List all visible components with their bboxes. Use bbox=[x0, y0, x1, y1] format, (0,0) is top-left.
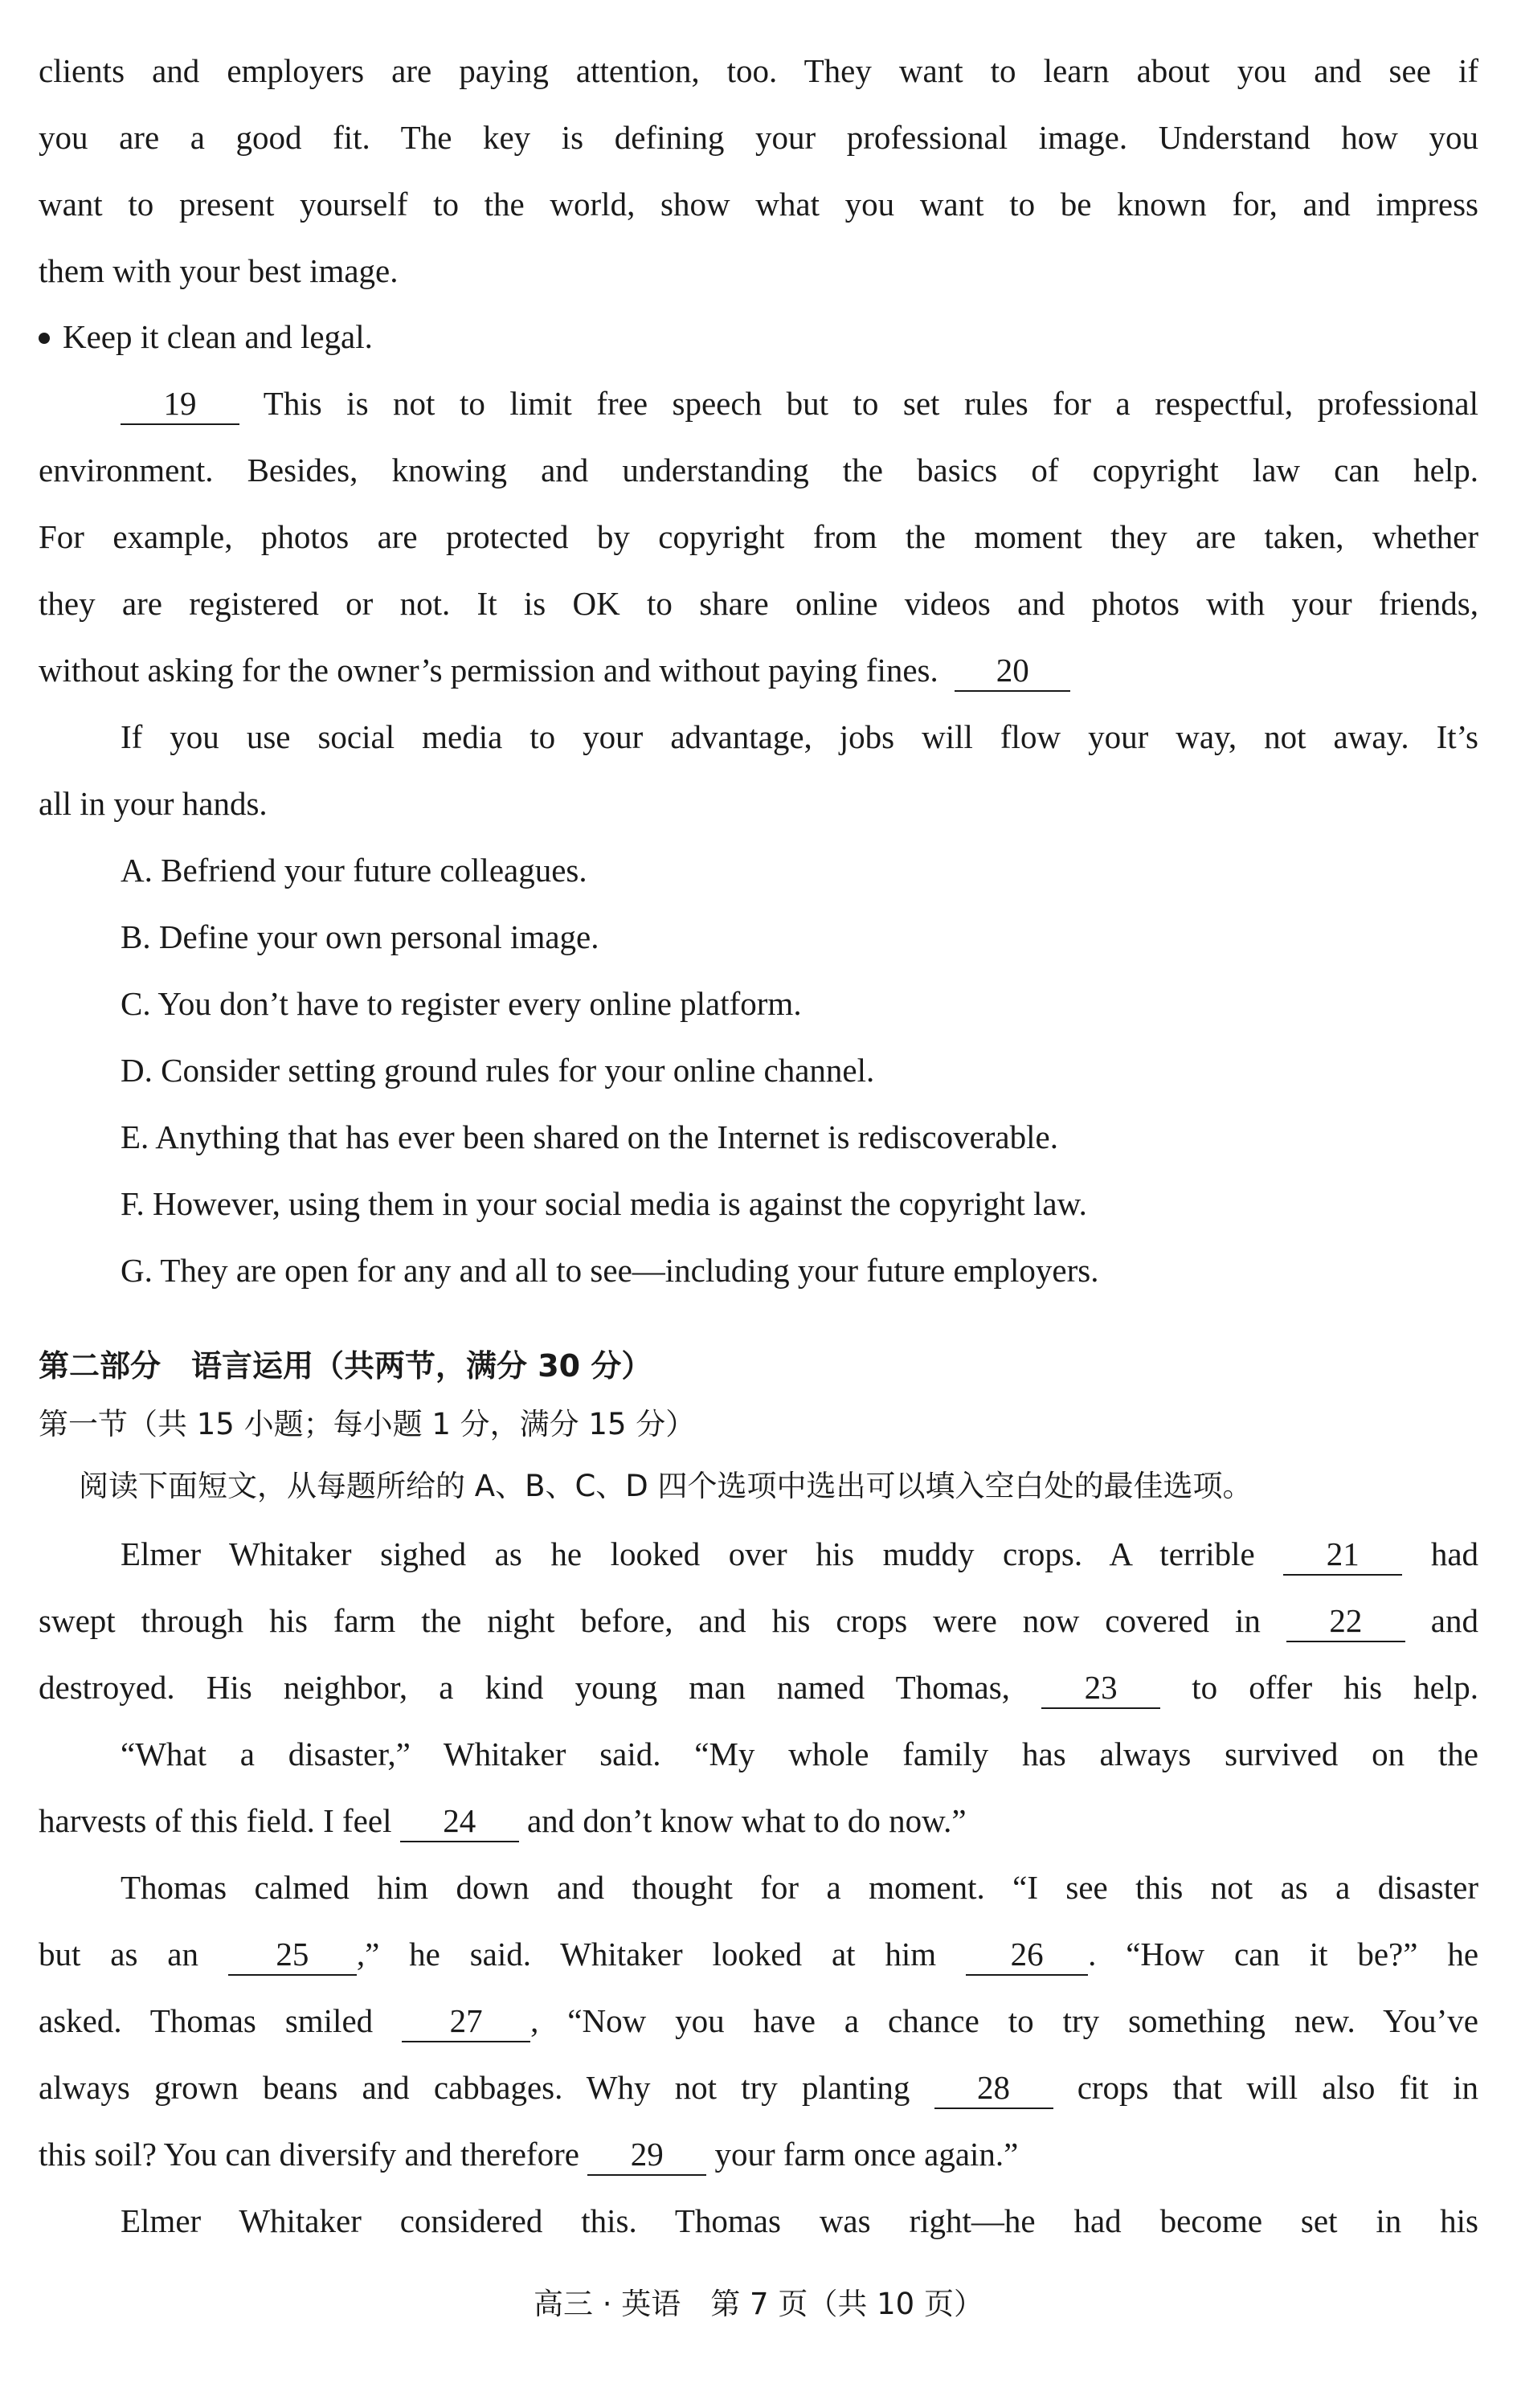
cloze-text: swept through his farm the night before, and his crops were now covered in bbox=[39, 1602, 1261, 1639]
blank-20: 20 bbox=[955, 650, 1070, 692]
option-c: C. You don’t have to register every online platform. bbox=[121, 985, 802, 1022]
blank-23: 23 bbox=[1041, 1667, 1160, 1709]
cloze-text: and don’t know what to do now.” bbox=[526, 1802, 967, 1839]
bullet-point bbox=[39, 313, 373, 361]
cloze-line: Elmer Whitaker considered this. Thomas was right—he had become set in his bbox=[121, 2202, 1478, 2239]
passage-line: clients and employers are paying attention, too. They want to learn about you and see if bbox=[39, 52, 1478, 89]
passage-line: For example, photos are protected by copyright from the moment they are taken, whether bbox=[39, 518, 1478, 555]
cloze-text: asked. Thomas smiled bbox=[39, 2002, 374, 2039]
passage-line-with-blank bbox=[121, 379, 1478, 427]
cloze-text: this soil? You can diversify and therefore bbox=[39, 2136, 579, 2173]
cloze-line bbox=[39, 2130, 1478, 2178]
cloze-text: harvests of this field. I feel bbox=[39, 1802, 392, 1839]
passage-text: without asking for the owner’s permission and without paying fines. bbox=[39, 652, 938, 689]
blank-28: 28 bbox=[934, 2067, 1053, 2109]
instruction: 阅读下面短文，从每题所给的 A、B、C、D 四个选项中选出可以填入空白处的最佳选项。 bbox=[79, 1469, 1253, 1503]
passage-line-with-blank bbox=[39, 646, 1478, 694]
bullet-text: Keep it clean and legal. bbox=[63, 318, 373, 355]
option-f: F. However, using them in your social media is against the copyright law. bbox=[121, 1185, 1087, 1222]
part-heading: 第二部分 语言运用（共两节，满分 30 分） bbox=[39, 1348, 652, 1384]
option-d: D. Consider setting ground rules for your online channel. bbox=[121, 1052, 875, 1089]
cloze-line bbox=[39, 1663, 1478, 1711]
option-a: A. Befriend your future colleagues. bbox=[121, 852, 587, 889]
passage-line: they are registered or not. It is OK to share online videos and photos with your friends, bbox=[39, 585, 1478, 622]
option-e: E. Anything that has ever been shared on the Internet is rediscoverable. bbox=[121, 1118, 1058, 1155]
cloze-line bbox=[39, 1797, 1478, 1845]
blank-27: 27 bbox=[402, 2001, 530, 2042]
cloze-line bbox=[39, 2063, 1478, 2112]
cloze-text: . “How can it be?” he bbox=[1088, 1936, 1479, 1973]
page-footer: 高三 · 英语 第 7 页（共 10 页） bbox=[534, 2287, 983, 2321]
cloze-text: to offer his help. bbox=[1192, 1669, 1479, 1706]
option-b: B. Define your own personal image. bbox=[121, 918, 599, 955]
blank-22: 22 bbox=[1286, 1601, 1405, 1642]
cloze-text: and bbox=[1430, 1602, 1478, 1639]
cloze-line bbox=[39, 1596, 1478, 1645]
blank-29: 29 bbox=[587, 2134, 706, 2176]
cloze-text: had bbox=[1430, 1535, 1479, 1572]
cloze-text: crops that will also fit in bbox=[1077, 2069, 1479, 2106]
cloze-line bbox=[121, 1530, 1478, 1578]
passage-line: you are a good fit. The key is defining your professional image. Understand how you bbox=[39, 119, 1478, 156]
passage-line: environment. Besides, knowing and understanding the basics of copyright law can help. bbox=[39, 452, 1478, 489]
section-subheading: 第一节（共 15 小题；每小题 1 分，满分 15 分） bbox=[39, 1407, 696, 1441]
passage-line: them with your best image. bbox=[39, 252, 399, 289]
cloze-line bbox=[39, 1997, 1478, 2045]
blank-19: 19 bbox=[121, 383, 239, 425]
cloze-text: ,” he said. Whitaker looked at him bbox=[356, 1936, 937, 1973]
passage-text: This is not to limit free speech but to set rules for a respectful, professional bbox=[263, 385, 1478, 422]
cloze-line: Thomas calmed him down and thought for a moment. “I see this not as a disaster bbox=[121, 1869, 1478, 1906]
cloze-text: but as an bbox=[39, 1936, 198, 1973]
blank-24: 24 bbox=[400, 1801, 519, 1842]
option-g: G. They are open for any and all to see—including your future employers. bbox=[121, 1252, 1099, 1289]
cloze-text: your farm once again.” bbox=[714, 2136, 1019, 2173]
cloze-text: , “Now you have a chance to try something new. You’ve bbox=[530, 2002, 1478, 2039]
bullet-icon bbox=[39, 333, 50, 344]
cloze-text: destroyed. His neighbor, a kind young man named Thomas, bbox=[39, 1669, 1010, 1706]
blank-25: 25 bbox=[228, 1934, 357, 1976]
passage-line: all in your hands. bbox=[39, 785, 268, 822]
blank-26: 26 bbox=[966, 1934, 1088, 1976]
cloze-text: Elmer Whitaker sighed as he looked over his muddy crops. A terrible bbox=[121, 1535, 1255, 1572]
passage-line: want to present yourself to the world, show what you want to be known for, and impress bbox=[39, 186, 1478, 223]
cloze-line bbox=[39, 1930, 1478, 1978]
cloze-text: always grown beans and cabbages. Why not try planting bbox=[39, 2069, 910, 2106]
blank-21: 21 bbox=[1283, 1534, 1402, 1576]
passage-line: If you use social media to your advantage, jobs will flow your way, not away. It’s bbox=[121, 718, 1478, 755]
cloze-line: “What a disaster,” Whitaker said. “My whole family has always survived on the bbox=[121, 1735, 1478, 1772]
